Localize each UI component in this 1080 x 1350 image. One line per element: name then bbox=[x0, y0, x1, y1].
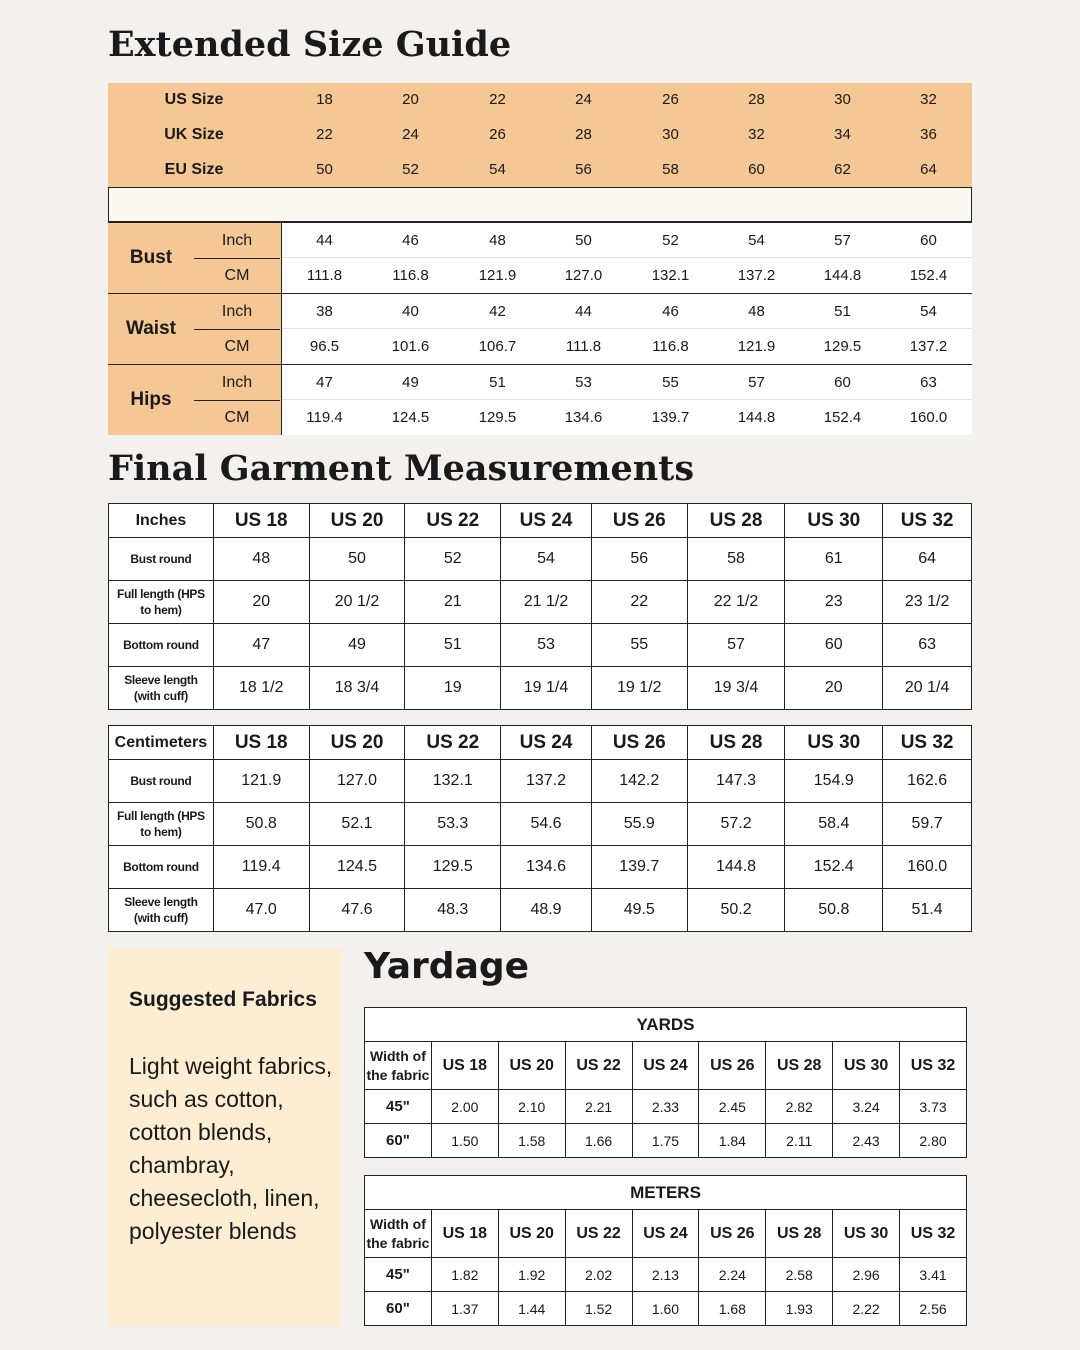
fabric-width-value: 60" bbox=[365, 1292, 432, 1326]
table-cell: 64 bbox=[883, 538, 972, 581]
size-value: 30 bbox=[834, 91, 851, 108]
table-cell: 19 bbox=[405, 667, 501, 710]
table-cell: 2.56 bbox=[900, 1292, 967, 1326]
table-cell: 147.3 bbox=[687, 760, 785, 803]
size-column-header: US 28 bbox=[687, 504, 785, 538]
table-cell: 19 3/4 bbox=[687, 667, 785, 710]
measurement-value: 137.2 bbox=[737, 267, 776, 284]
table-cell: 134.6 bbox=[501, 846, 592, 889]
table-cell: 21 1/2 bbox=[501, 581, 592, 624]
unit-corner-label: Centimeters bbox=[109, 726, 214, 760]
size-row-label: UK Size bbox=[164, 126, 224, 143]
table-cell: 20 1/2 bbox=[309, 581, 405, 624]
table-header-row bbox=[109, 504, 972, 538]
table-cell: 55.9 bbox=[591, 803, 687, 846]
table-cell: 2.21 bbox=[565, 1090, 632, 1124]
measurement-value: 44 bbox=[575, 303, 592, 320]
fabric-width-label: Width of the fabric bbox=[365, 1042, 432, 1090]
size-guide-table bbox=[108, 83, 972, 435]
row-label: Bust round bbox=[109, 760, 214, 803]
row-label: Sleeve length (with cuff) bbox=[109, 667, 214, 710]
fabric-width-label: Width of the fabric bbox=[365, 1210, 432, 1258]
size-column-header: US 28 bbox=[766, 1210, 833, 1258]
table-header-row bbox=[365, 1210, 967, 1258]
table-cell: 61 bbox=[785, 538, 883, 581]
table-cell: 50.8 bbox=[213, 803, 309, 846]
table-cell: 154.9 bbox=[785, 760, 883, 803]
table-cell: 1.84 bbox=[699, 1124, 766, 1158]
table-cell: 63 bbox=[883, 624, 972, 667]
measurement-value: 42 bbox=[489, 303, 506, 320]
table-cell: 52 bbox=[405, 538, 501, 581]
table-cell: 50.2 bbox=[687, 889, 785, 932]
fabric-width-value: 45" bbox=[365, 1258, 432, 1292]
size-column-header: US 26 bbox=[591, 504, 687, 538]
table-title-row bbox=[365, 1176, 967, 1210]
table-cell: 119.4 bbox=[213, 846, 309, 889]
table-cell: 1.58 bbox=[498, 1124, 565, 1158]
row-divider bbox=[282, 399, 972, 400]
table-cell: 48.9 bbox=[501, 889, 592, 932]
table-row bbox=[109, 624, 972, 667]
table-cell: 3.41 bbox=[900, 1258, 967, 1292]
size-row-label: US Size bbox=[164, 91, 224, 108]
table-cell: 57.2 bbox=[687, 803, 785, 846]
table-cell: 2.45 bbox=[699, 1090, 766, 1124]
table-cell: 2.96 bbox=[833, 1258, 900, 1292]
suggested-fabrics-text: Light weight fabrics, such as cotton, cotton blends, chambray, cheesecloth, linen, polyester blends bbox=[129, 1053, 333, 1244]
size-column-header: US 30 bbox=[785, 726, 883, 760]
table-row bbox=[365, 1090, 967, 1124]
table-cell: 48.3 bbox=[405, 889, 501, 932]
table-cell: 23 bbox=[785, 581, 883, 624]
measurement-value: 134.6 bbox=[564, 409, 603, 426]
measurement-value: 144.8 bbox=[823, 267, 862, 284]
size-column-header: US 26 bbox=[591, 726, 687, 760]
measurement-value: 47 bbox=[316, 374, 333, 391]
size-column-header: US 32 bbox=[900, 1210, 967, 1258]
row-label: Sleeve length (with cuff) bbox=[109, 889, 214, 932]
size-column-header: US 22 bbox=[405, 504, 501, 538]
table-cell: 124.5 bbox=[309, 846, 405, 889]
table-cell: 1.66 bbox=[565, 1124, 632, 1158]
measurement-value: 144.8 bbox=[737, 409, 776, 426]
table-cell: 1.37 bbox=[431, 1292, 498, 1326]
size-column-header: US 28 bbox=[687, 726, 785, 760]
size-value: 62 bbox=[834, 161, 851, 178]
table-cell: 59.7 bbox=[883, 803, 972, 846]
table-cell: 1.75 bbox=[632, 1124, 699, 1158]
table-cell: 1.68 bbox=[699, 1292, 766, 1326]
measurement-value: 152.4 bbox=[909, 267, 948, 284]
table-cell: 1.52 bbox=[565, 1292, 632, 1326]
table-cell: 2.82 bbox=[766, 1090, 833, 1124]
measurement-value: 54 bbox=[920, 303, 937, 320]
size-row-label: EU Size bbox=[164, 161, 224, 178]
table-row bbox=[109, 760, 972, 803]
table-cell: 3.24 bbox=[833, 1090, 900, 1124]
table-cell: 160.0 bbox=[883, 846, 972, 889]
table-cell: 51 bbox=[405, 624, 501, 667]
table-cell: 1.44 bbox=[498, 1292, 565, 1326]
size-column-header: US 24 bbox=[501, 504, 592, 538]
measurement-value: 124.5 bbox=[391, 409, 430, 426]
yardage-meters-table bbox=[364, 1175, 967, 1326]
measurement-value: 44 bbox=[316, 232, 333, 249]
table-cell: 1.82 bbox=[431, 1258, 498, 1292]
measurement-value: 48 bbox=[489, 232, 506, 249]
garment-inches-table bbox=[108, 503, 972, 710]
size-value: 28 bbox=[748, 91, 765, 108]
table-cell: 137.2 bbox=[501, 760, 592, 803]
table-cell: 1.60 bbox=[632, 1292, 699, 1326]
table-cell: 20 1/4 bbox=[883, 667, 972, 710]
garment-title: Final Garment Measurements bbox=[108, 448, 695, 489]
unit-label: CM bbox=[224, 267, 250, 284]
table-cell: 49 bbox=[309, 624, 405, 667]
size-column-header: US 22 bbox=[565, 1210, 632, 1258]
measurement-value: 60 bbox=[834, 374, 851, 391]
suggested-fabrics-title: Suggested Fabrics bbox=[129, 988, 317, 1011]
group-divider bbox=[108, 293, 972, 294]
table-cell: 54.6 bbox=[501, 803, 592, 846]
table-cell: 2.02 bbox=[565, 1258, 632, 1292]
measurement-value: 50 bbox=[575, 232, 592, 249]
measurement-value: 49 bbox=[402, 374, 419, 391]
table-cell: 19 1/2 bbox=[591, 667, 687, 710]
table-cell: 2.13 bbox=[632, 1258, 699, 1292]
table-cell: 144.8 bbox=[687, 846, 785, 889]
size-value: 52 bbox=[402, 161, 419, 178]
size-value: 26 bbox=[662, 91, 679, 108]
row-label: Bust round bbox=[109, 538, 214, 581]
table-cell: 132.1 bbox=[405, 760, 501, 803]
measurement-value: 46 bbox=[662, 303, 679, 320]
yardage-unit-title: METERS bbox=[365, 1176, 967, 1210]
table-header-row bbox=[109, 726, 972, 760]
size-column-header: US 24 bbox=[632, 1210, 699, 1258]
table-cell: 2.00 bbox=[431, 1090, 498, 1124]
size-value: 54 bbox=[489, 161, 506, 178]
table-cell: 49.5 bbox=[591, 889, 687, 932]
table-header-row bbox=[365, 1042, 967, 1090]
table-cell: 47 bbox=[213, 624, 309, 667]
unit-label: Inch bbox=[221, 374, 253, 391]
table-cell: 50.8 bbox=[785, 889, 883, 932]
unit-label: CM bbox=[224, 338, 250, 355]
table-cell: 129.5 bbox=[405, 846, 501, 889]
size-value: 26 bbox=[489, 126, 506, 143]
measurement-value: 160.0 bbox=[909, 409, 948, 426]
yardage-yards-table bbox=[364, 1007, 967, 1158]
table-cell: 55 bbox=[591, 624, 687, 667]
size-value: 36 bbox=[920, 126, 937, 143]
size-column-header: US 32 bbox=[883, 726, 972, 760]
table-row bbox=[109, 581, 972, 624]
table-title-row bbox=[365, 1008, 967, 1042]
size-value: 32 bbox=[920, 91, 937, 108]
group-divider bbox=[108, 222, 972, 223]
size-column-header: US 18 bbox=[213, 726, 309, 760]
size-value: 32 bbox=[748, 126, 765, 143]
measurement-value: 132.1 bbox=[651, 267, 690, 284]
measurement-value: 139.7 bbox=[651, 409, 690, 426]
size-column-header: US 28 bbox=[766, 1042, 833, 1090]
measurement-value: 51 bbox=[489, 374, 506, 391]
row-label: Bottom round bbox=[109, 624, 214, 667]
measurement-value: 127.0 bbox=[564, 267, 603, 284]
table-cell: 2.43 bbox=[833, 1124, 900, 1158]
size-column-header: US 30 bbox=[785, 504, 883, 538]
table-cell: 2.11 bbox=[766, 1124, 833, 1158]
table-cell: 54 bbox=[501, 538, 592, 581]
table-row bbox=[365, 1258, 967, 1292]
size-column-header: US 20 bbox=[309, 726, 405, 760]
table-cell: 53 bbox=[501, 624, 592, 667]
measurement-value: 101.6 bbox=[391, 338, 430, 355]
table-cell: 18 3/4 bbox=[309, 667, 405, 710]
table-cell: 58 bbox=[687, 538, 785, 581]
table-row bbox=[109, 846, 972, 889]
measurement-value: 111.8 bbox=[306, 267, 343, 284]
size-guide-title: Extended Size Guide bbox=[108, 24, 512, 65]
size-column-header: US 18 bbox=[431, 1042, 498, 1090]
unit-corner-label: Inches bbox=[109, 504, 214, 538]
measurement-value: 40 bbox=[402, 303, 419, 320]
size-column-header: US 32 bbox=[883, 504, 972, 538]
measurement-value: 57 bbox=[748, 374, 765, 391]
measurement-value: 121.9 bbox=[478, 267, 517, 284]
row-divider bbox=[282, 328, 972, 329]
measurement-value: 121.9 bbox=[737, 338, 776, 355]
measurement-value: 111.8 bbox=[565, 338, 602, 355]
table-cell: 152.4 bbox=[785, 846, 883, 889]
size-column-header: US 30 bbox=[833, 1210, 900, 1258]
table-cell: 2.33 bbox=[632, 1090, 699, 1124]
measurement-value: 38 bbox=[316, 303, 333, 320]
table-cell: 2.24 bbox=[699, 1258, 766, 1292]
size-column-header: US 32 bbox=[900, 1042, 967, 1090]
size-column-header: US 22 bbox=[565, 1042, 632, 1090]
measurement-value: 63 bbox=[920, 374, 937, 391]
size-value: 56 bbox=[575, 161, 592, 178]
table-cell: 52.1 bbox=[309, 803, 405, 846]
table-cell: 3.73 bbox=[900, 1090, 967, 1124]
table-cell: 2.10 bbox=[498, 1090, 565, 1124]
table-cell: 127.0 bbox=[309, 760, 405, 803]
unit-divider bbox=[194, 258, 280, 259]
table-row bbox=[365, 1124, 967, 1158]
table-cell: 20 bbox=[213, 581, 309, 624]
table-row bbox=[109, 538, 972, 581]
table-cell: 47.0 bbox=[213, 889, 309, 932]
table-cell: 21 bbox=[405, 581, 501, 624]
table-cell: 51.4 bbox=[883, 889, 972, 932]
fabric-width-value: 45" bbox=[365, 1090, 432, 1124]
unit-label: Inch bbox=[221, 232, 253, 249]
measurement-value: 55 bbox=[662, 374, 679, 391]
measurement-value: 137.2 bbox=[909, 338, 948, 355]
unit-label: CM bbox=[224, 409, 250, 426]
table-cell: 48 bbox=[213, 538, 309, 581]
measurement-value: 152.4 bbox=[823, 409, 862, 426]
measurement-value: 48 bbox=[748, 303, 765, 320]
size-value: 28 bbox=[575, 126, 592, 143]
measurement-value: 119.4 bbox=[306, 409, 343, 426]
measurement-group-label: Bust bbox=[129, 247, 173, 268]
size-value: 30 bbox=[662, 126, 679, 143]
table-cell: 1.93 bbox=[766, 1292, 833, 1326]
group-divider bbox=[108, 364, 972, 365]
size-column-header: US 26 bbox=[699, 1042, 766, 1090]
size-column-header: US 20 bbox=[309, 504, 405, 538]
size-column-header: US 18 bbox=[431, 1210, 498, 1258]
table-cell: 20 bbox=[785, 667, 883, 710]
size-value: 64 bbox=[920, 161, 937, 178]
table-cell: 18 1/2 bbox=[213, 667, 309, 710]
measurement-value: 51 bbox=[834, 303, 851, 320]
size-column-header: US 30 bbox=[833, 1042, 900, 1090]
size-value: 24 bbox=[402, 126, 419, 143]
measurement-value: 116.8 bbox=[392, 267, 429, 284]
table-cell: 139.7 bbox=[591, 846, 687, 889]
size-column-header: US 24 bbox=[632, 1042, 699, 1090]
table-cell: 47.6 bbox=[309, 889, 405, 932]
table-cell: 142.2 bbox=[591, 760, 687, 803]
measurement-value: 116.8 bbox=[652, 338, 689, 355]
unit-divider bbox=[194, 329, 280, 330]
measurement-group-label: Waist bbox=[126, 318, 176, 339]
measurement-group-label: Hips bbox=[130, 389, 172, 410]
table-cell: 60 bbox=[785, 624, 883, 667]
measurement-value: 46 bbox=[402, 232, 419, 249]
row-divider bbox=[282, 257, 972, 258]
table-cell: 162.6 bbox=[883, 760, 972, 803]
yardage-unit-title: YARDS bbox=[365, 1008, 967, 1042]
size-column-header: US 26 bbox=[699, 1210, 766, 1258]
table-cell: 2.80 bbox=[900, 1124, 967, 1158]
table-cell: 53.3 bbox=[405, 803, 501, 846]
size-value: 18 bbox=[316, 91, 333, 108]
table-cell: 57 bbox=[687, 624, 785, 667]
size-value: 58 bbox=[662, 161, 679, 178]
table-cell: 1.92 bbox=[498, 1258, 565, 1292]
unit-label: Inch bbox=[221, 303, 253, 320]
row-label: Bottom round bbox=[109, 846, 214, 889]
measurement-value: 53 bbox=[575, 374, 592, 391]
table-cell: 2.58 bbox=[766, 1258, 833, 1292]
table-row bbox=[109, 667, 972, 710]
table-cell: 22 1/2 bbox=[687, 581, 785, 624]
measurement-value: 54 bbox=[748, 232, 765, 249]
size-column-header: US 22 bbox=[405, 726, 501, 760]
size-value: 34 bbox=[834, 126, 851, 143]
table-row bbox=[365, 1292, 967, 1326]
size-column-header: US 20 bbox=[498, 1210, 565, 1258]
table-cell: 50 bbox=[309, 538, 405, 581]
table-cell: 58.4 bbox=[785, 803, 883, 846]
suggested-fabrics-box bbox=[108, 948, 341, 1326]
table-cell: 56 bbox=[591, 538, 687, 581]
table-cell: 2.22 bbox=[833, 1292, 900, 1326]
size-value: 20 bbox=[402, 91, 419, 108]
garment-cm-table bbox=[108, 725, 972, 932]
size-column-header: US 18 bbox=[213, 504, 309, 538]
size-column-header: US 20 bbox=[498, 1042, 565, 1090]
fabric-width-value: 60" bbox=[365, 1124, 432, 1158]
row-label: Full length (HPS to hem) bbox=[109, 581, 214, 624]
size-column-header: US 24 bbox=[501, 726, 592, 760]
unit-divider bbox=[194, 400, 280, 401]
measurement-value: 129.5 bbox=[823, 338, 862, 355]
size-value: 24 bbox=[575, 91, 592, 108]
row-label: Full length (HPS to hem) bbox=[109, 803, 214, 846]
measurement-value: 96.5 bbox=[309, 338, 340, 355]
size-value: 60 bbox=[748, 161, 765, 178]
measurement-value: 129.5 bbox=[478, 409, 517, 426]
measurement-value: 60 bbox=[920, 232, 937, 249]
measurement-value: 57 bbox=[834, 232, 851, 249]
size-value: 22 bbox=[316, 126, 333, 143]
table-cell: 22 bbox=[591, 581, 687, 624]
measurement-value: 52 bbox=[662, 232, 679, 249]
yardage-title: Yardage bbox=[364, 946, 530, 987]
table-cell: 121.9 bbox=[213, 760, 309, 803]
table-cell: 19 1/4 bbox=[501, 667, 592, 710]
table-row bbox=[109, 803, 972, 846]
table-cell: 1.50 bbox=[431, 1124, 498, 1158]
size-guide-spacer bbox=[108, 187, 972, 222]
table-row bbox=[109, 889, 972, 932]
size-value: 22 bbox=[489, 91, 506, 108]
size-value: 50 bbox=[316, 161, 333, 178]
measurement-value: 106.7 bbox=[478, 338, 517, 355]
table-cell: 23 1/2 bbox=[883, 581, 972, 624]
